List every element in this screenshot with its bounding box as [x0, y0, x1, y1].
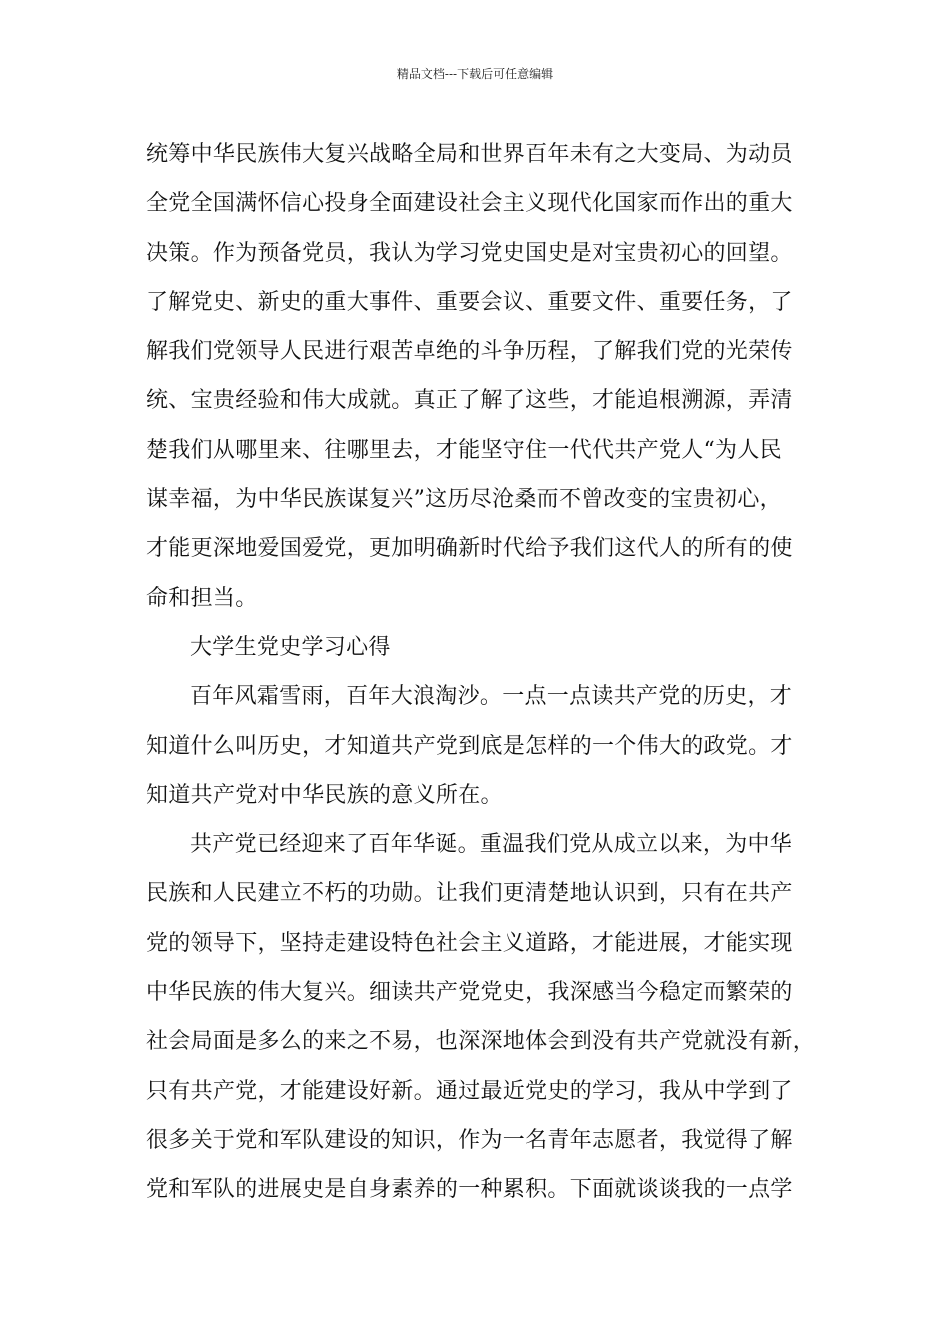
paragraph-1-line: 命和担当。	[146, 585, 258, 611]
paragraph-4-line: 民族和人民建立不朽的功勋。让我们更清楚地认识到，只有在共产	[146, 881, 793, 907]
paragraph-1-line: 全党全国满怀信心投身全面建设社会主义现代化国家而作出的重大	[146, 191, 793, 217]
document-body	[146, 130, 816, 1215]
paragraph-1-line: 解我们党领导人民进行艰苦卓绝的斗争历程，了解我们党的光荣传	[146, 339, 793, 365]
paragraph-4-line: 很多关于党和军队建设的知识，作为一名青年志愿者，我觉得了解	[146, 1127, 793, 1153]
paragraph-1-line: 才能更深地爱国爱党，更加明确新时代给予我们这代人的所有的使	[146, 536, 793, 562]
paragraph-4-line: 党和军队的进展史是自身素养的一种累积。下面就谈谈我的一点学	[146, 1177, 793, 1203]
paragraph-4-line: 党的领导下，坚持走建设特色社会主义道路，才能进展，才能实现	[146, 930, 793, 956]
paragraph-4-line: 中华民族的伟大复兴。细读共产党党史，我深感当今稳定而繁荣的	[146, 980, 793, 1006]
paragraph-1-line: 楚我们从哪里来、往哪里去，才能坚守住一代代共产党人“为人民	[146, 437, 782, 463]
paragraph-1-line: 统、宝贵经验和伟大成就。真正了解了这些，才能追根溯源，弄清	[146, 388, 793, 414]
page-header: 精品文档---下载后可任意编辑	[396, 67, 554, 81]
section-title: 大学生党史学习心得	[190, 634, 391, 660]
paragraph-4-line: 共产党已经迎来了百年华诞。重温我们党从成立以来，为中华	[190, 832, 793, 858]
paragraph-3-line: 百年风霜雪雨，百年大浪淘沙。一点一点读共产党的历史，才	[190, 684, 793, 710]
paragraph-1-line: 了解党史、新史的重大事件、重要会议、重要文件、重要任务，了	[146, 289, 793, 315]
paragraph-1-line: 谋幸福，为中华民族谋复兴”这历尽沧桑而不曾改变的宝贵初心，	[146, 487, 782, 513]
paragraph-4-line: 只有共产党，才能建设好新。通过最近党史的学习，我从中学到了	[146, 1078, 793, 1104]
paragraph-3-line: 知道什么叫历史，才知道共产党到底是怎样的一个伟大的政党。才	[146, 733, 793, 759]
paragraph-1-line: 统筹中华民族伟大复兴战略全局和世界百年未有之大变局、为动员	[146, 142, 793, 167]
paragraph-4-line: 社会局面是多么的来之不易，也深深地体会到没有共产党就没有新，	[146, 1029, 816, 1055]
paragraph-3-line: 知道共产党对中华民族的意义所在。	[146, 782, 503, 808]
paragraph-1-line: 决策。作为预备党员，我认为学习党史国史是对宝贵初心的回望。	[146, 240, 793, 266]
